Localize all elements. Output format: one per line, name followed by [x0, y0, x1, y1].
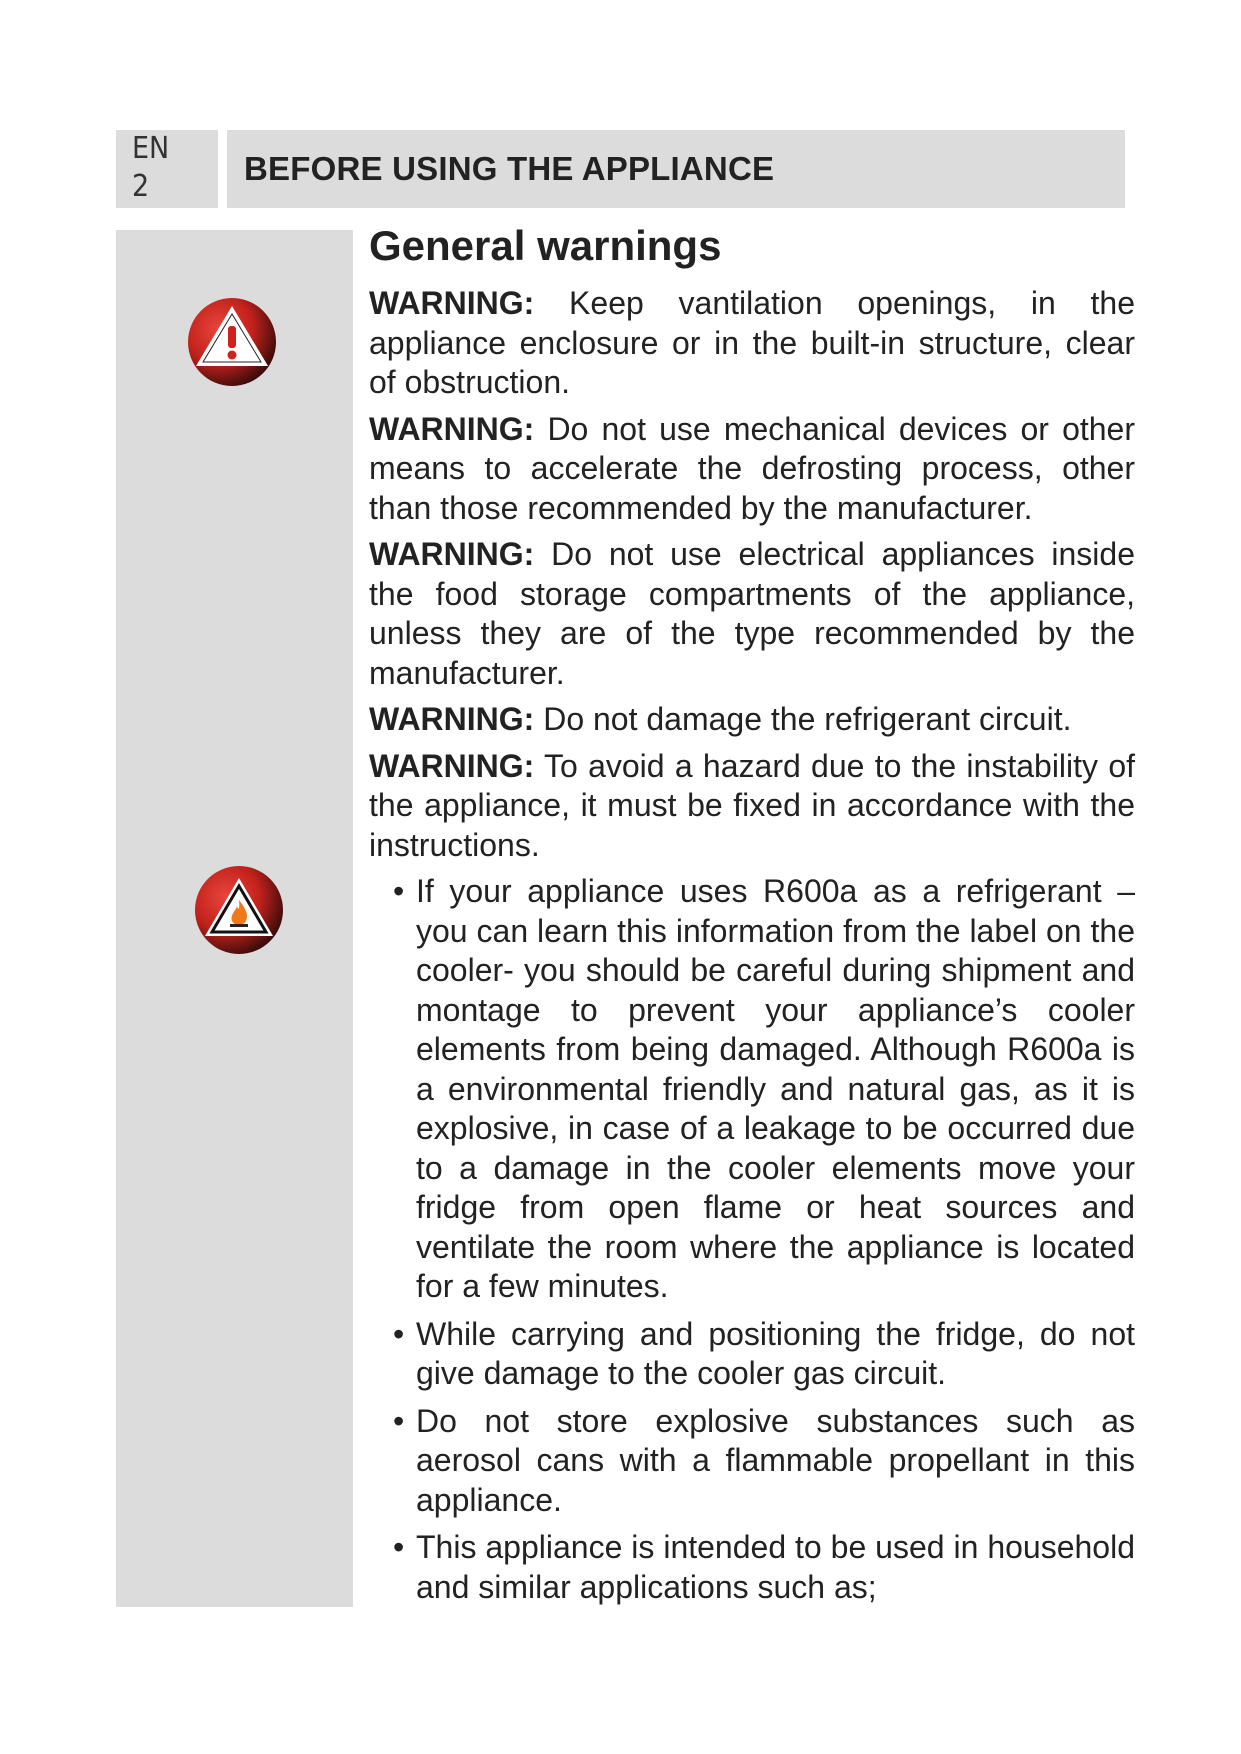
- warning-label: WARNING:: [369, 285, 535, 321]
- list-item: [393, 1528, 1135, 1607]
- list-item: [393, 1402, 1135, 1521]
- bullet-dot-icon: •: [393, 1402, 405, 1439]
- warning-label: WARNING:: [369, 536, 535, 572]
- warning-text: Do not use electrical appliances inside the food storage compartments of the appliance, unless they are of the type recommended by the manufacturer.: [369, 536, 1135, 691]
- warning-paragraph: [369, 535, 1135, 693]
- bullet-dot-icon: •: [393, 1529, 405, 1565]
- list-item-text: While carrying and positioning the fridge, do not give damage to the cooler gas circuit.: [416, 1315, 1135, 1391]
- warning-label: WARNING:: [369, 410, 535, 447]
- warning-text: To avoid a hazard due to the instability of the appliance, it must be fixed in accordance with the instructions.: [369, 747, 1135, 863]
- warning-paragraph: [369, 284, 1135, 403]
- list-item-text: Do not store explosive substances such as aerosol cans with a flammable propellant in this appliance.: [416, 1402, 1135, 1518]
- list-item: [393, 872, 1135, 1307]
- main-content: [369, 222, 1135, 1615]
- page-language-number: [116, 130, 218, 208]
- list-item-text: This appliance is intended to be used in household and similar applications such as;: [416, 1529, 1135, 1605]
- warning-exclamation-icon: [186, 296, 278, 388]
- bullet-dot-icon: •: [393, 1315, 405, 1352]
- warning-text: Do not damage the refrigerant circuit.: [534, 701, 1072, 737]
- warning-paragraph: [369, 747, 1135, 866]
- page-number: 2: [132, 169, 150, 204]
- list-item: [393, 1315, 1135, 1394]
- warning-label: WARNING:: [369, 747, 535, 784]
- warning-paragraph: [369, 700, 1135, 740]
- bullet-dot-icon: •: [393, 873, 405, 909]
- section-header-title: BEFORE USING THE APPLIANCE: [244, 150, 775, 187]
- bullet-list: [369, 872, 1135, 1607]
- warning-paragraph: [369, 410, 1135, 529]
- section-title: General warnings: [369, 222, 722, 269]
- warning-text: Do not use mechanical devices or other means to accelerate the defrosting process, other than those recommended by the manufacturer.: [369, 410, 1135, 526]
- section-header-bar: [227, 130, 1125, 208]
- warning-text: Keep vantilation openings, in the appliance enclosure or in the built-in structure, clear of obstruction.: [369, 285, 1135, 400]
- list-item-text: If your appliance uses R600a as a refrigerant – you can learn this information from the label on the cooler- you should be careful during shipment and montage to prevent your appliance’s cooler elements from being damaged. Although R600a is a environmental friendly and natural gas, as it is explosive, in case of a leakage to be occurred due to a damage in the cooler elements move your fridge from open flame or heat sources and ventilate the room where the appliance is located for a few minutes.: [416, 873, 1135, 1304]
- language-code: EN: [132, 131, 170, 166]
- warning-label: WARNING:: [369, 701, 535, 737]
- flammable-warning-icon: [193, 864, 285, 956]
